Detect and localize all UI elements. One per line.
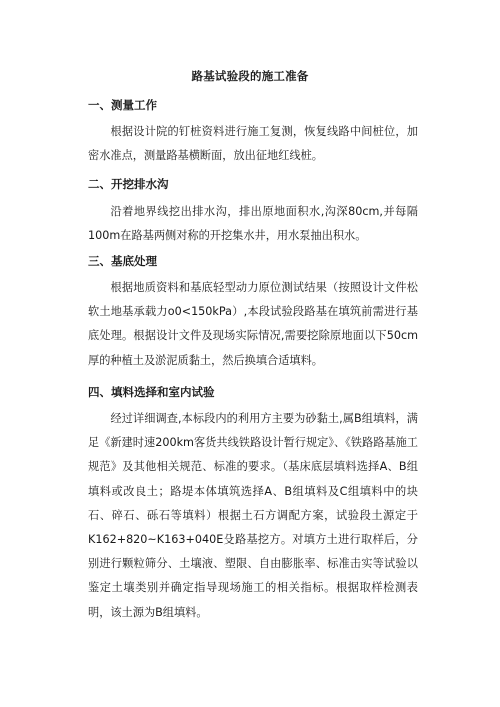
section-body-fill-material: 经过详细调查,本标段内的利用方主要为砂黏土,属B组填料，满足《新建时速200km客货共线铁路设计暂行规定》、《铁路路基施工规范》及其他相关规范、标准的要求。（基床底层填料选择A、B组填料或改良土；路堤本体填筑选择A、B组填料及C组填料中的块石、碎石、砾石等填料）根据土石方调配方案，试验段土源定于K162+820~K163+040E殳路基挖方。对填方土进行取样后，分别进行颗粒筛分、土壤液、塑限、自由膨胀率、标准击实等试验以鉴定土壤类别并确定指导现场施工的相关指标。根据取样检测表明，该土源为B组填料。 [88, 412, 418, 619]
section-heading-fill-material: 四、填料选择和室内试验 [88, 385, 215, 399]
section-body-foundation: 根据地质资料和基底轻型动力原位测试结果（按照设计文件松软土地基承载力o0<150kPa）,本段试验段路基在填筑前需进行基底处理。根据设计文件及现场实际情况,需要挖除原地面以下50cm厚的种植土及淤泥质黏土，然后换填合适填料。 [88, 281, 418, 367]
section-body-survey: 根据设计院的钉桩资料进行施工复测，恢复线路中间桩位，加密水准点，测量路基横断面，放出征地红线桩。 [88, 125, 418, 163]
section-heading-drainage: 二、开挖排水沟 [88, 177, 169, 191]
section-body-drainage: 沿着地界线挖出排水沟，排出原地面积水,沟深80cm,并每隔100m在路基两侧对称的开挖集水井，用水泵抽出积水。 [88, 205, 418, 243]
section-heading-survey: 一、测量工作 [88, 98, 157, 112]
document-title: 路基试验段的施工准备 [191, 69, 309, 83]
section-heading-foundation: 三、基底处理 [88, 254, 157, 268]
